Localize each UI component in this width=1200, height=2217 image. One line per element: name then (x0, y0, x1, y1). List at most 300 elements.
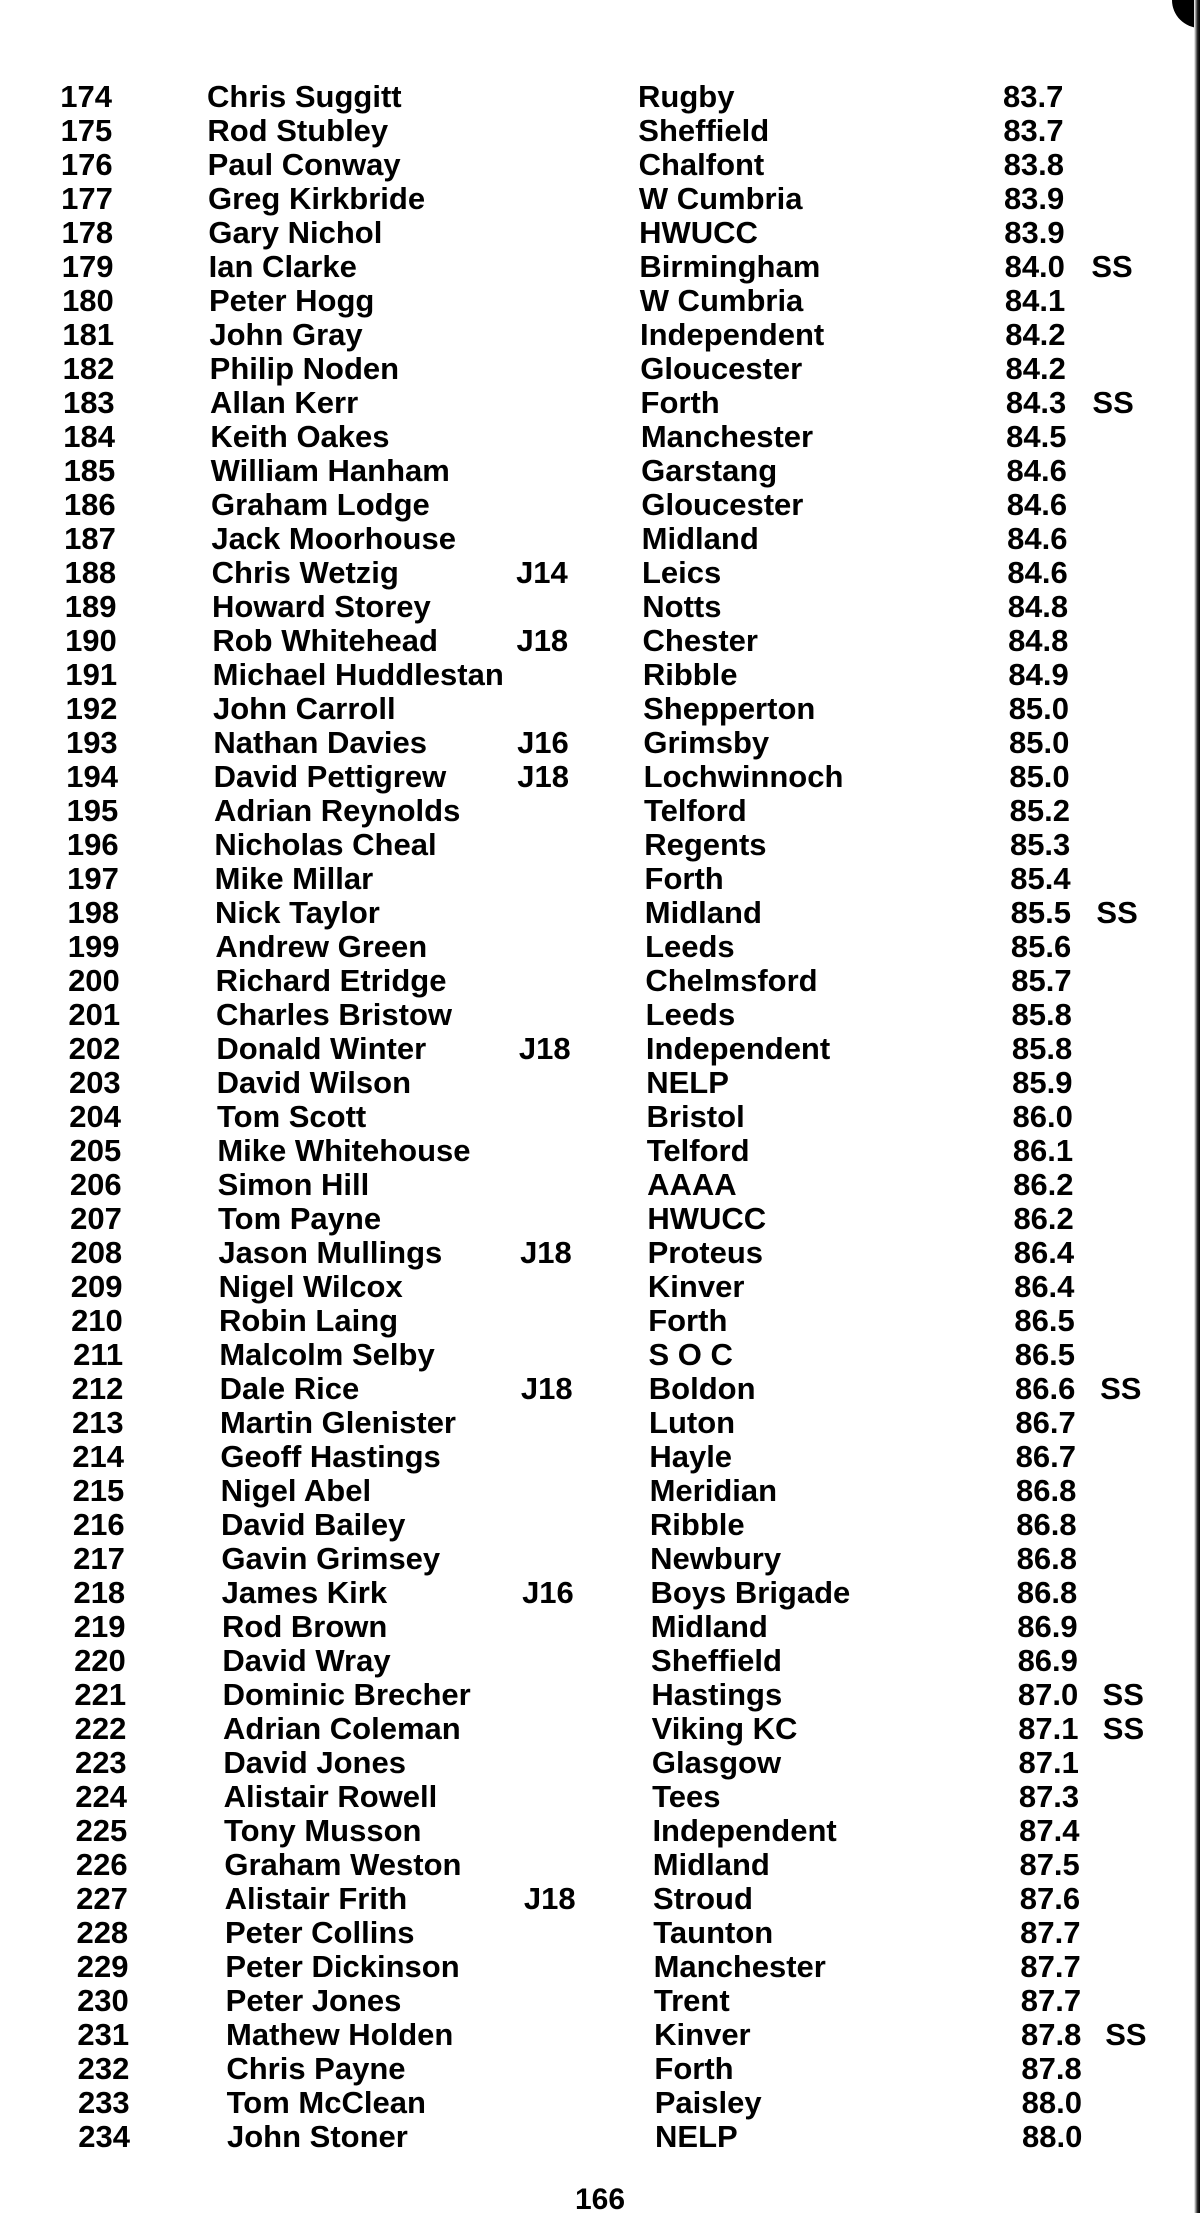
row-time: 86.8 (1015, 1473, 1077, 1508)
result-row (0, 2018, 1160, 2052)
result-row (0, 930, 1160, 964)
row-club: Telford (646, 1133, 750, 1168)
row-club: Midland (644, 895, 762, 930)
row-time: 84.5 (1006, 419, 1067, 454)
result-row (0, 1066, 1160, 1100)
row-club: Paisley (654, 2085, 762, 2120)
row-name: David Bailey (221, 1507, 406, 1542)
row-num: 225 (75, 1813, 128, 1848)
row-num: 222 (74, 1711, 127, 1746)
row-club: Notts (642, 589, 722, 624)
row-name: Dale Rice (219, 1371, 360, 1406)
row-time: 86.8 (1016, 1541, 1077, 1576)
row-name: John Stoner (227, 2119, 408, 2154)
row-num: 184 (63, 419, 115, 454)
result-row (0, 386, 1160, 420)
result-row (0, 318, 1160, 352)
row-name: Howard Storey (212, 589, 431, 624)
row-club: Manchester (653, 1949, 826, 1984)
row-time: 85.0 (1008, 691, 1070, 726)
row-note: SS (1100, 1371, 1142, 1406)
row-num: 231 (77, 2017, 130, 2052)
row-time: 87.6 (1019, 1881, 1081, 1916)
row-club: HWUCC (647, 1201, 767, 1236)
row-num: 190 (65, 623, 117, 658)
result-row (0, 556, 1160, 590)
row-club: Independent (652, 1813, 837, 1848)
row-name: Peter Hogg (209, 283, 375, 318)
row-num: 216 (72, 1507, 125, 1542)
row-club: Birmingham (639, 249, 821, 284)
row-name: Greg Kirkbride (208, 181, 426, 216)
row-time: 84.6 (1007, 555, 1068, 590)
result-row (0, 2052, 1160, 2086)
row-name: Gary Nichol (208, 215, 383, 250)
row-num: 234 (78, 2119, 130, 2154)
row-note: SS (1102, 1711, 1145, 1746)
row-num: 224 (75, 1779, 127, 1814)
row-time: 87.8 (1021, 2017, 1082, 2052)
row-num: 200 (68, 963, 120, 998)
row-club: Chalfont (638, 147, 765, 182)
row-club: Ribble (649, 1507, 745, 1542)
row-time: 84.8 (1007, 589, 1069, 624)
result-row (0, 1576, 1160, 1610)
row-name: Mathew Holden (226, 2017, 454, 2052)
row-club: Leeds (645, 929, 735, 964)
result-row (0, 1848, 1160, 1882)
row-club: Hayle (649, 1439, 733, 1474)
row-club: Independent (639, 317, 825, 352)
row-num: 192 (65, 691, 118, 726)
result-row (0, 1712, 1160, 1746)
row-name: Paul Conway (207, 147, 401, 182)
result-row (0, 522, 1160, 556)
row-name: David Jones (223, 1745, 406, 1780)
row-club: HWUCC (639, 215, 758, 250)
result-row (0, 1542, 1160, 1576)
row-time: 84.6 (1007, 521, 1068, 556)
row-num: 182 (62, 351, 115, 386)
result-row (0, 352, 1160, 386)
result-row (0, 1100, 1160, 1134)
row-club: Rugby (638, 79, 735, 114)
result-row (0, 2086, 1160, 2120)
row-num: 177 (61, 181, 113, 216)
row-num: 183 (62, 385, 115, 420)
row-time: 87.7 (1020, 1949, 1081, 1984)
result-row (0, 862, 1160, 896)
row-name: Mike Whitehouse (217, 1133, 471, 1168)
row-num: 226 (75, 1847, 128, 1882)
row-time: 88.0 (1022, 2119, 1083, 2154)
row-note: SS (1092, 385, 1134, 420)
row-name: Peter Dickinson (225, 1949, 460, 1984)
row-cat: J18 (516, 623, 569, 658)
row-club: Glasgow (651, 1745, 782, 1780)
row-club: Forth (648, 1303, 728, 1338)
row-note: SS (1102, 1677, 1144, 1712)
row-num: 215 (72, 1473, 125, 1508)
result-row (0, 624, 1160, 658)
result-row (0, 114, 1160, 148)
row-num: 228 (76, 1915, 129, 1950)
row-name: Tony Musson (224, 1813, 422, 1848)
row-name: Nicholas Cheal (214, 827, 437, 862)
row-club: Midland (652, 1847, 770, 1882)
row-club: Manchester (640, 419, 814, 454)
row-time: 85.8 (1011, 997, 1072, 1032)
row-club: S O C (648, 1337, 733, 1372)
result-row (0, 1916, 1160, 1950)
result-row (0, 590, 1160, 624)
row-time: 87.1 (1018, 1711, 1079, 1746)
row-num: 213 (71, 1405, 124, 1440)
row-time: 87.5 (1019, 1847, 1080, 1882)
row-cat: J18 (520, 1371, 573, 1406)
row-num: 176 (60, 147, 113, 182)
result-row (0, 1746, 1160, 1780)
results-list (0, 80, 1160, 2154)
result-row (0, 1134, 1160, 1168)
row-time: 85.7 (1011, 963, 1072, 998)
row-name: Peter Collins (225, 1915, 415, 1950)
result-row (0, 1032, 1160, 1066)
row-time: 83.8 (1003, 147, 1064, 182)
row-time: 85.3 (1009, 827, 1071, 862)
row-name: Rod Stubley (207, 113, 389, 148)
row-time: 86.7 (1015, 1405, 1076, 1440)
row-club: Telford (643, 793, 747, 828)
row-club: Boldon (648, 1371, 756, 1406)
row-num: 181 (62, 317, 115, 352)
row-time: 86.8 (1016, 1507, 1077, 1542)
row-time: 85.5 (1010, 895, 1071, 930)
row-num: 220 (74, 1643, 126, 1678)
row-name: Simon Hill (217, 1167, 370, 1202)
row-name: Jason Mullings (218, 1235, 443, 1270)
row-num: 197 (67, 861, 119, 896)
result-row (0, 964, 1160, 998)
row-name: David Wray (222, 1643, 391, 1678)
result-row (0, 80, 1160, 114)
row-time: 85.0 (1009, 725, 1070, 760)
row-club: W Cumbria (639, 283, 804, 318)
row-num: 174 (60, 79, 112, 114)
row-club: Midland (641, 521, 759, 556)
row-club: Hastings (651, 1677, 783, 1712)
row-name: Graham Weston (224, 1847, 462, 1882)
row-time: 88.0 (1021, 2085, 1083, 2120)
row-num: 175 (60, 113, 113, 148)
row-club: Forth (640, 385, 720, 420)
row-club: Taunton (653, 1915, 774, 1950)
result-row (0, 488, 1160, 522)
row-club: Trent (653, 1983, 730, 2018)
row-num: 212 (71, 1371, 124, 1406)
row-club: Boys Brigade (650, 1575, 851, 1610)
row-time: 83.9 (1004, 215, 1065, 250)
row-num: 188 (64, 555, 117, 590)
row-time: 84.6 (1006, 453, 1067, 488)
row-name: Geoff Hastings (220, 1439, 441, 1474)
result-row (0, 1508, 1160, 1542)
row-num: 227 (76, 1881, 128, 1916)
row-num: 223 (74, 1745, 127, 1780)
row-name: Keith Oakes (210, 419, 390, 454)
row-name: Allan Kerr (210, 385, 359, 420)
row-time: 85.4 (1010, 861, 1071, 896)
row-num: 208 (70, 1235, 123, 1270)
row-club: NELP (646, 1065, 729, 1100)
row-time: 83.7 (1003, 113, 1064, 148)
row-time: 86.9 (1017, 1643, 1078, 1678)
row-num: 196 (66, 827, 119, 862)
row-time: 86.4 (1013, 1235, 1075, 1270)
row-time: 86.6 (1015, 1371, 1076, 1406)
row-num: 218 (73, 1575, 126, 1610)
result-row (0, 1202, 1160, 1236)
row-club: Meridian (649, 1473, 778, 1508)
row-name: Mike Millar (214, 861, 374, 896)
row-club: Luton (649, 1405, 736, 1440)
result-row (0, 794, 1160, 828)
row-club: Kinver (647, 1269, 745, 1304)
result-row (0, 998, 1160, 1032)
row-time: 84.1 (1004, 283, 1066, 318)
row-num: 229 (76, 1949, 129, 1984)
row-note: SS (1091, 249, 1133, 284)
row-time: 86.9 (1017, 1609, 1078, 1644)
row-time: 87.7 (1020, 1915, 1081, 1950)
row-name: Tom Payne (218, 1201, 382, 1236)
result-row (0, 726, 1160, 760)
row-num: 209 (70, 1269, 123, 1304)
row-num: 185 (63, 453, 116, 488)
row-time: 87.1 (1018, 1745, 1079, 1780)
row-num: 211 (73, 1337, 124, 1372)
row-time: 86.0 (1012, 1099, 1073, 1134)
row-num: 187 (64, 521, 116, 556)
row-name: Adrian Reynolds (214, 793, 461, 828)
result-row (0, 1440, 1160, 1474)
row-num: 214 (72, 1439, 124, 1474)
row-club: Kinver (654, 2017, 751, 2052)
row-time: 85.0 (1009, 759, 1070, 794)
result-row (0, 148, 1160, 182)
row-time: 85.2 (1009, 793, 1070, 828)
result-row (0, 454, 1160, 488)
row-name: Adrian Coleman (223, 1711, 461, 1746)
row-name: Gavin Grimsey (221, 1541, 441, 1576)
row-time: 86.4 (1014, 1269, 1075, 1304)
row-club: Bristol (646, 1099, 745, 1134)
row-num: 193 (65, 725, 118, 760)
row-name: Donald Winter (216, 1031, 427, 1066)
row-time: 86.8 (1016, 1575, 1078, 1610)
row-name: Robin Laing (219, 1303, 399, 1338)
row-name: John Carroll (213, 691, 396, 726)
row-time: 86.2 (1013, 1201, 1074, 1236)
result-row (0, 284, 1160, 318)
row-num: 189 (64, 589, 117, 624)
row-time: 84.6 (1006, 487, 1068, 522)
row-num: 198 (67, 895, 120, 930)
row-time: 87.4 (1019, 1813, 1080, 1848)
row-name: Andrew Green (215, 929, 428, 964)
row-cat: J18 (523, 1881, 576, 1916)
result-row (0, 1304, 1160, 1338)
row-club: Gloucester (641, 487, 804, 522)
row-num: 233 (77, 2085, 130, 2120)
row-club: Lochwinnoch (643, 759, 844, 794)
result-row (0, 216, 1160, 250)
row-club: Regents (644, 827, 767, 862)
row-name: Tom McClean (226, 2085, 426, 2120)
row-num: 207 (70, 1201, 122, 1236)
row-name: Malcolm Selby (219, 1337, 435, 1372)
row-club: Stroud (653, 1881, 753, 1916)
row-club: Ribble (642, 657, 738, 692)
row-cat: J18 (518, 1031, 571, 1066)
result-row (0, 1780, 1160, 1814)
result-row (0, 1678, 1160, 1712)
row-num: 186 (63, 487, 116, 522)
result-row (0, 1984, 1160, 2018)
row-club: Grimsby (643, 725, 770, 760)
row-time: 87.3 (1018, 1779, 1080, 1814)
row-club: Viking KC (651, 1711, 798, 1746)
row-num: 203 (68, 1065, 121, 1100)
row-cat: J16 (522, 1575, 574, 1610)
result-row (0, 692, 1160, 726)
row-num: 201 (68, 997, 121, 1032)
row-time: 83.7 (1003, 79, 1064, 114)
row-name: Ian Clarke (208, 249, 357, 284)
result-row (0, 1610, 1160, 1644)
row-name: Tom Scott (217, 1099, 367, 1134)
row-num: 221 (74, 1677, 127, 1712)
row-num: 232 (77, 2051, 130, 2086)
row-cat: J18 (520, 1235, 572, 1270)
row-name: Rob Whitehead (212, 623, 438, 658)
row-name: Richard Etridge (215, 963, 447, 998)
row-club: Independent (645, 1031, 831, 1066)
row-num: 179 (61, 249, 114, 284)
row-name: Dominic Brecher (222, 1677, 471, 1712)
row-name: David Pettigrew (213, 759, 447, 794)
result-row (0, 828, 1160, 862)
row-name: James Kirk (221, 1575, 388, 1610)
row-time: 87.8 (1021, 2051, 1082, 2086)
row-name: Jack Moorhouse (211, 521, 456, 556)
row-time: 87.0 (1017, 1677, 1079, 1712)
result-row (0, 420, 1160, 454)
row-time: 85.8 (1011, 1031, 1073, 1066)
row-name: Nigel Wilcox (218, 1269, 403, 1304)
row-name: Charles Bristow (216, 997, 453, 1032)
row-note: SS (1105, 2017, 1147, 2052)
result-row (0, 1270, 1160, 1304)
row-time: 84.3 (1005, 385, 1067, 420)
row-num: 191 (65, 657, 118, 692)
row-name: Peter Jones (225, 1983, 402, 2018)
row-time: 84.2 (1005, 317, 1066, 352)
result-row (0, 182, 1160, 216)
row-time: 84.2 (1005, 351, 1066, 386)
row-time: 85.9 (1012, 1065, 1073, 1100)
row-time: 86.5 (1014, 1303, 1075, 1338)
row-name: Philip Noden (209, 351, 400, 386)
row-name: Alistair Frith (224, 1881, 408, 1916)
result-row (0, 1950, 1160, 1984)
result-row (0, 1814, 1160, 1848)
page-edge-shadow (1194, 0, 1200, 2213)
result-row (0, 250, 1160, 284)
result-row (0, 1406, 1160, 1440)
row-time: 84.9 (1008, 657, 1069, 692)
result-row (0, 896, 1160, 930)
row-club: Newbury (650, 1541, 782, 1576)
row-club: Sheffield (638, 113, 770, 148)
row-name: Nick Taylor (215, 895, 380, 930)
row-time: 86.2 (1013, 1167, 1074, 1202)
row-cat: J16 (517, 725, 569, 760)
row-num: 202 (68, 1031, 121, 1066)
row-time: 86.5 (1014, 1337, 1076, 1372)
result-row (0, 2120, 1160, 2154)
row-time: 83.9 (1003, 181, 1065, 216)
row-name: Michael Huddlestan (212, 657, 504, 692)
row-name: Nigel Abel (220, 1473, 372, 1508)
row-num: 210 (71, 1303, 123, 1338)
row-num: 206 (69, 1167, 122, 1202)
row-name: William Hanham (210, 453, 450, 488)
row-club: Garstang (641, 453, 778, 488)
row-time: 86.1 (1012, 1133, 1074, 1168)
row-club: Forth (644, 861, 724, 896)
result-row (0, 1168, 1160, 1202)
row-club: Sheffield (651, 1643, 782, 1678)
result-row (0, 1882, 1160, 1916)
row-time: 87.7 (1020, 1983, 1082, 2018)
result-row (0, 658, 1160, 692)
row-name: Martin Glenister (220, 1405, 456, 1440)
row-name: Alistair Rowell (223, 1779, 438, 1814)
row-num: 180 (62, 283, 114, 318)
row-num: 194 (66, 759, 118, 794)
row-num: 205 (69, 1133, 122, 1168)
row-time: 85.6 (1010, 929, 1072, 964)
row-num: 230 (77, 1983, 129, 2018)
row-name: Graham Lodge (211, 487, 430, 522)
row-club: Midland (650, 1609, 768, 1644)
row-name: Chris Suggitt (207, 79, 402, 114)
result-row (0, 760, 1160, 794)
row-time: 84.0 (1004, 249, 1065, 284)
result-row (0, 1372, 1160, 1406)
result-row (0, 1644, 1160, 1678)
row-club: Chester (642, 623, 758, 658)
row-club: Proteus (647, 1235, 764, 1270)
row-note: SS (1096, 895, 1138, 930)
row-cat: J18 (517, 759, 569, 794)
row-name: Chris Payne (226, 2051, 406, 2086)
row-num: 178 (61, 215, 114, 250)
row-name: Rod Brown (222, 1609, 388, 1644)
row-club: NELP (655, 2119, 738, 2154)
page-number: 166 (574, 2183, 626, 2216)
